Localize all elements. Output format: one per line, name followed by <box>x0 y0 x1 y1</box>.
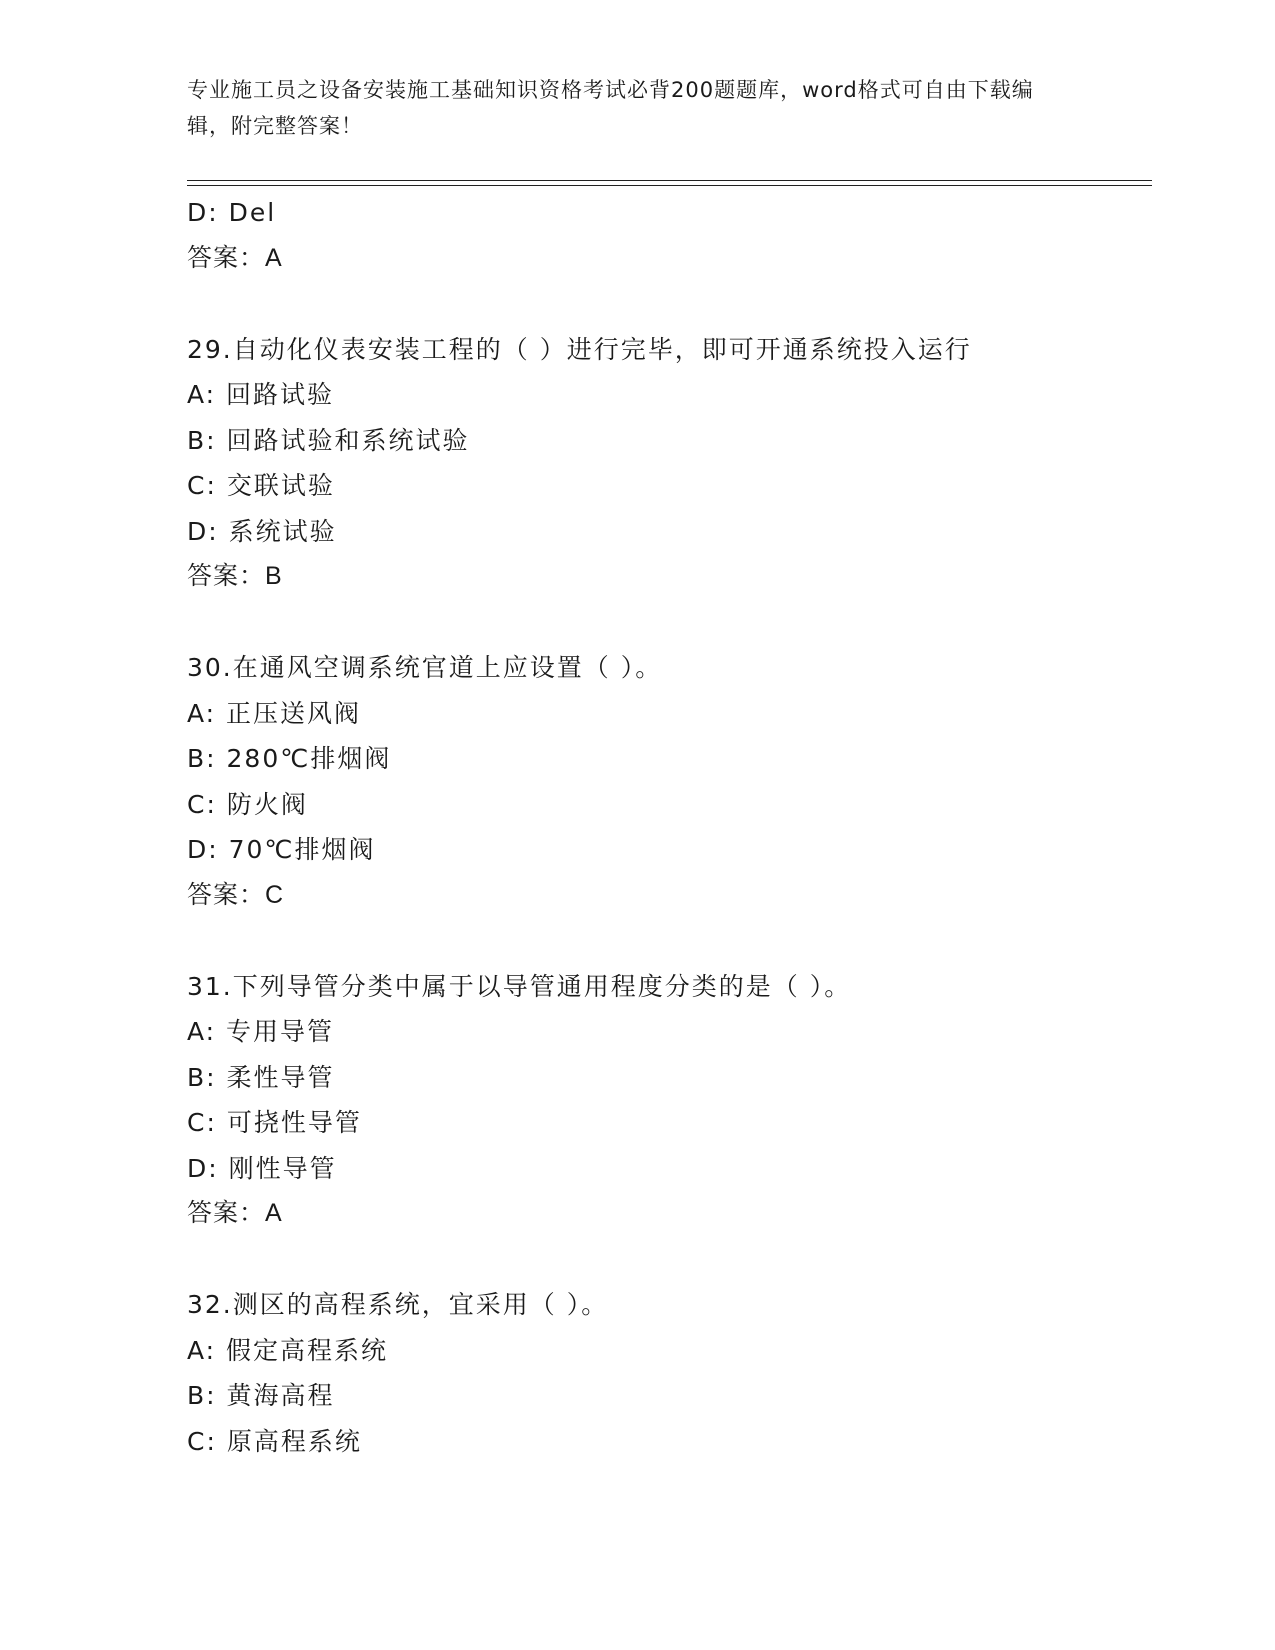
answer: 答案：C <box>187 880 285 909</box>
document-header <box>187 72 1067 144</box>
question-stem: 31.下列导管分类中属于以导管通用程度分类的是（ ）。 <box>187 971 852 1001</box>
option-d: D: 刚性导管 <box>187 1153 337 1183</box>
option-d: D: Del <box>187 198 277 227</box>
option-c: C: 交联试验 <box>187 471 335 500</box>
option-a: A: 专用导管 <box>187 1017 335 1046</box>
option-c: C: 防火阀 <box>187 789 308 819</box>
option-a: A: 正压送风阀 <box>187 698 362 728</box>
option-a: A: 假定高程系统 <box>187 1335 389 1365</box>
option-d: D: 70℃排烟阀 <box>187 835 376 864</box>
option-b: B: 柔性导管 <box>187 1062 335 1092</box>
option-b: B: 280℃排烟阀 <box>187 744 392 773</box>
option-a: A: 回路试验 <box>187 380 335 409</box>
question-32 <box>187 1282 1152 1464</box>
header-rule-top <box>187 180 1152 181</box>
option-c: C: 可挠性导管 <box>187 1108 362 1137</box>
question-30 <box>187 645 1152 918</box>
question-stem: 29.自动化仪表安装工程的（ ）进行完毕，即可开通系统投入运行 <box>187 334 972 364</box>
answer: 答案：B <box>187 562 283 590</box>
option-b: B: 黄海高程 <box>187 1381 335 1410</box>
question-31 <box>187 964 1152 1237</box>
option-d: D: 系统试验 <box>187 516 337 546</box>
question-stem: 32.测区的高程系统，宜采用（ ）。 <box>187 1290 609 1319</box>
answer: 答案：A <box>187 1199 283 1227</box>
document-title: 专业施工员之设备安装施工基础知识资格考试必背200题题库，word格式可自由下载编辑，附完整答案！ <box>187 78 1034 138</box>
header-rule-bottom <box>187 185 1152 186</box>
question-list <box>187 190 1152 1464</box>
question-28-tail <box>187 190 1152 281</box>
option-c: C: 原高程系统 <box>187 1426 362 1456</box>
question-29 <box>187 327 1152 600</box>
question-stem: 30.在通风空调系统官道上应设置（ ）。 <box>187 653 663 682</box>
answer: 答案：A <box>187 243 283 272</box>
option-b: B: 回路试验和系统试验 <box>187 425 470 455</box>
